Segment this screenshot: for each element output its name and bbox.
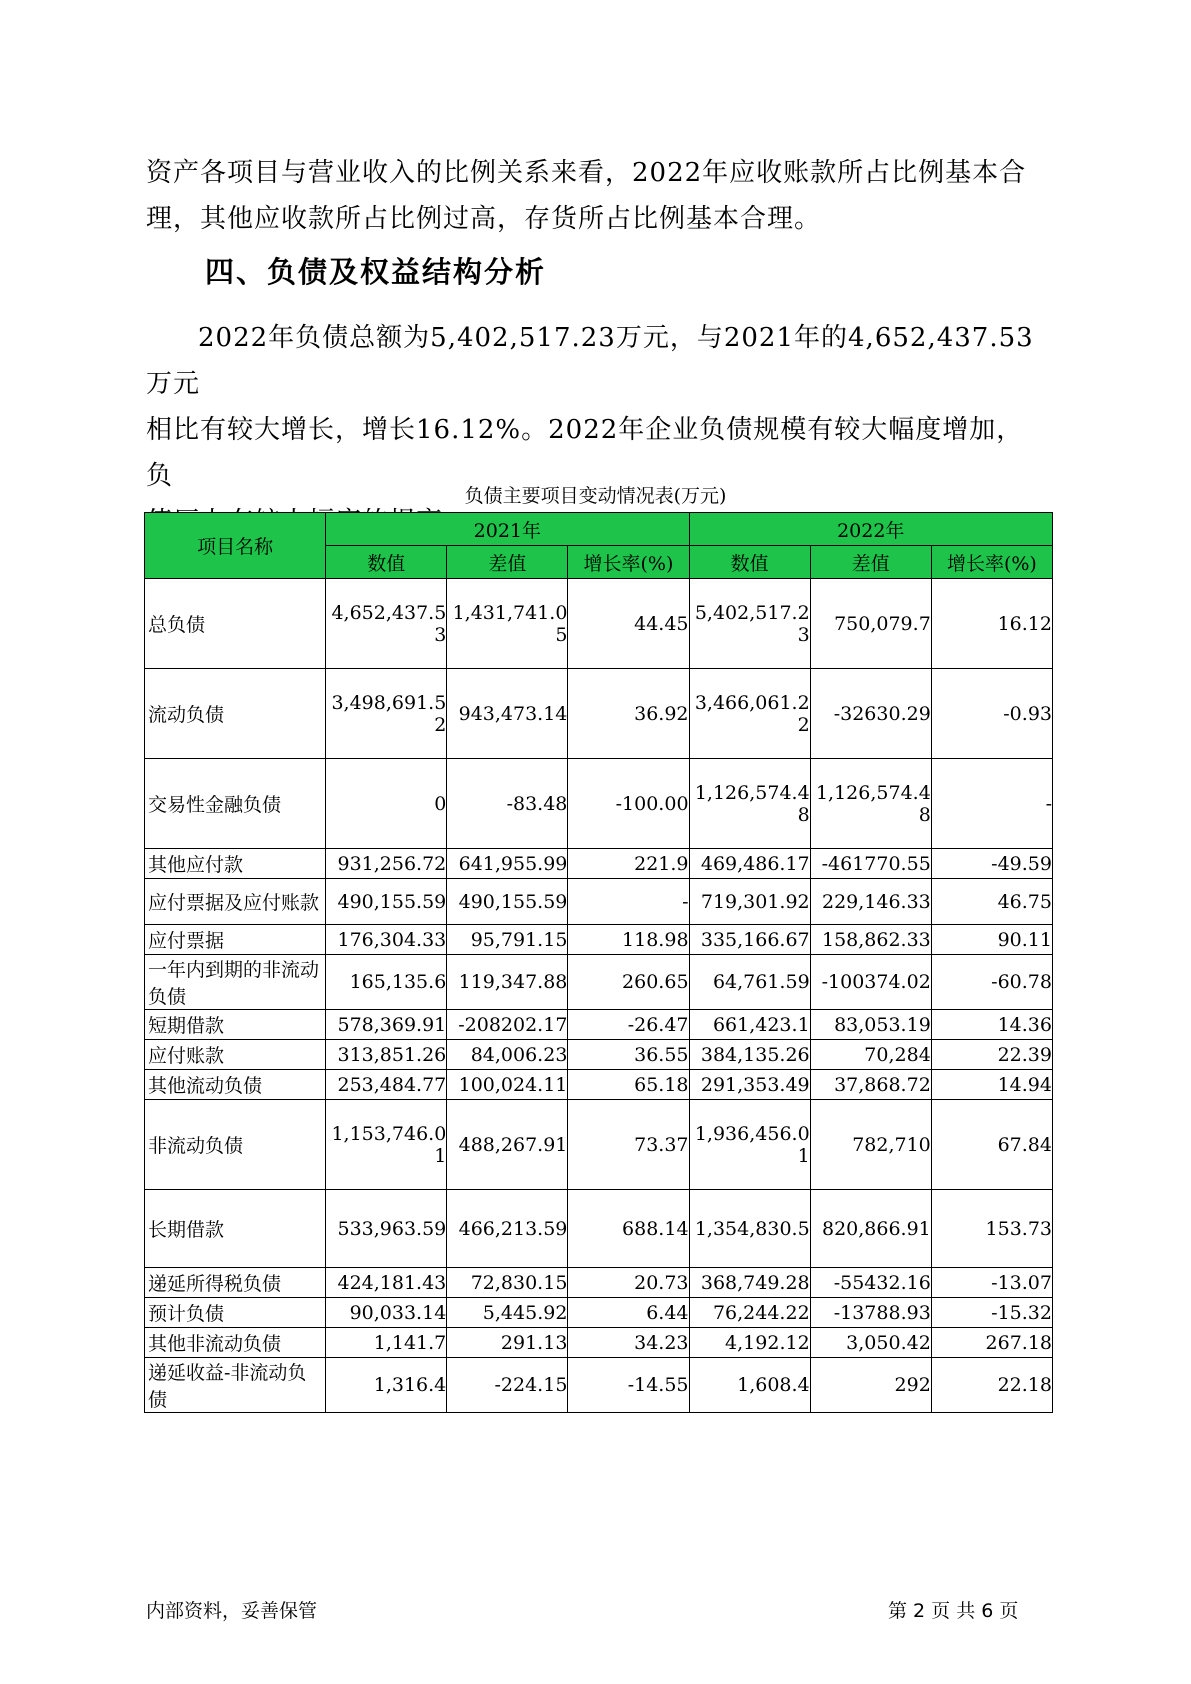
table-cell: 165,135.6 xyxy=(326,955,447,1010)
table-cell: 118.98 xyxy=(568,925,689,955)
row-item-name: 交易性金融负债 xyxy=(145,759,326,849)
table-cell: 22.39 xyxy=(931,1040,1052,1070)
analysis-line-1: 2022年负债总额为5,402,517.23万元，与2021年的4,652,437.53万元 xyxy=(146,323,1034,399)
row-item-name: 其他非流动负债 xyxy=(145,1328,326,1358)
table-cell: 14.36 xyxy=(931,1010,1052,1040)
table-cell: 153.73 xyxy=(931,1190,1052,1268)
table-cell: -32630.29 xyxy=(810,669,931,759)
table-cell: 661,423.1 xyxy=(689,1010,810,1040)
table-cell: 64,761.59 xyxy=(689,955,810,1010)
table-cell: 4,652,437.53 xyxy=(326,579,447,669)
table-cell: 820,866.91 xyxy=(810,1190,931,1268)
table-row xyxy=(145,1190,1053,1268)
row-item-name: 长期借款 xyxy=(145,1190,326,1268)
table-cell: 469,486.17 xyxy=(689,849,810,879)
table-row xyxy=(145,1358,1053,1413)
table-cell: 313,851.26 xyxy=(326,1040,447,1070)
subheader-value-2022: 数值 xyxy=(689,546,810,579)
table-cell: 424,181.43 xyxy=(326,1268,447,1298)
header-item-name: 项目名称 xyxy=(145,513,326,579)
table-row xyxy=(145,1328,1053,1358)
table-cell: 1,936,456.01 xyxy=(689,1100,810,1190)
footer-page-number: 第 2 页 共 6 页 xyxy=(888,1600,1019,1622)
table-cell: 100,024.11 xyxy=(447,1070,568,1100)
table-cell: 34.23 xyxy=(568,1328,689,1358)
table-cell: 1,126,574.48 xyxy=(810,759,931,849)
table-cell: 44.45 xyxy=(568,579,689,669)
table-cell: 782,710 xyxy=(810,1100,931,1190)
row-item-name: 非流动负债 xyxy=(145,1100,326,1190)
table-row xyxy=(145,579,1053,669)
table-cell: 490,155.59 xyxy=(326,879,447,925)
table-cell: 221.9 xyxy=(568,849,689,879)
table-cell: 3,498,691.52 xyxy=(326,669,447,759)
subheader-rate-2021: 增长率(%) xyxy=(568,546,689,579)
row-item-name: 应付票据及应付账款 xyxy=(145,879,326,925)
table-row xyxy=(145,1010,1053,1040)
table-cell: 176,304.33 xyxy=(326,925,447,955)
table-cell: -13.07 xyxy=(931,1268,1052,1298)
header-year-2022: 2022年 xyxy=(689,513,1052,546)
row-item-name: 递延收益-非流动负债 xyxy=(145,1358,326,1413)
table-cell: 335,166.67 xyxy=(689,925,810,955)
table-cell: 384,135.26 xyxy=(689,1040,810,1070)
row-item-name: 递延所得税负债 xyxy=(145,1268,326,1298)
table-cell: 158,862.33 xyxy=(810,925,931,955)
table-cell: 46.75 xyxy=(931,879,1052,925)
table-cell: 83,053.19 xyxy=(810,1010,931,1040)
table-cell: 4,192.12 xyxy=(689,1328,810,1358)
row-item-name: 其他流动负债 xyxy=(145,1070,326,1100)
table-cell: 90.11 xyxy=(931,925,1052,955)
table-cell: 20.73 xyxy=(568,1268,689,1298)
table-cell: 72,830.15 xyxy=(447,1268,568,1298)
table-cell: 1,354,830.5 xyxy=(689,1190,810,1268)
table-cell: 291,353.49 xyxy=(689,1070,810,1100)
table-cell: -55432.16 xyxy=(810,1268,931,1298)
table-cell: 368,749.28 xyxy=(689,1268,810,1298)
table-cell: 229,146.33 xyxy=(810,879,931,925)
row-item-name: 应付账款 xyxy=(145,1040,326,1070)
table-cell: 253,484.77 xyxy=(326,1070,447,1100)
table-cell: 0 xyxy=(326,759,447,849)
subheader-diff-2022: 差值 xyxy=(810,546,931,579)
table-cell: 943,473.14 xyxy=(447,669,568,759)
row-item-name: 总负债 xyxy=(145,579,326,669)
table-cell: 490,155.59 xyxy=(447,879,568,925)
table-cell: 36.55 xyxy=(568,1040,689,1070)
table-cell: 533,963.59 xyxy=(326,1190,447,1268)
table-cell: 578,369.91 xyxy=(326,1010,447,1040)
row-item-name: 一年内到期的非流动负债 xyxy=(145,955,326,1010)
table-cell: -83.48 xyxy=(447,759,568,849)
table-row xyxy=(145,849,1053,879)
table-cell: 37,868.72 xyxy=(810,1070,931,1100)
table-cell: 14.94 xyxy=(931,1070,1052,1100)
table-cell: 719,301.92 xyxy=(689,879,810,925)
table-cell: 119,347.88 xyxy=(447,955,568,1010)
table-cell: 641,955.99 xyxy=(447,849,568,879)
table-body xyxy=(145,579,1053,1413)
table-row xyxy=(145,669,1053,759)
table-caption: 负债主要项目变动情况表(万元) xyxy=(464,485,727,507)
analysis-line-2: 相比有较大增长，增长16.12%。2022年企业负债规模有较大幅度增加，负 xyxy=(146,415,1024,491)
table-row xyxy=(145,1070,1053,1100)
table-cell: 95,791.15 xyxy=(447,925,568,955)
table-cell: -100374.02 xyxy=(810,955,931,1010)
table-row xyxy=(145,1298,1053,1328)
table-cell: -100.00 xyxy=(568,759,689,849)
table-cell: 84,006.23 xyxy=(447,1040,568,1070)
liabilities-table xyxy=(144,512,1053,1413)
table-cell: 3,466,061.22 xyxy=(689,669,810,759)
table-cell: 1,126,574.48 xyxy=(689,759,810,849)
table-row xyxy=(145,925,1053,955)
subheader-rate-2022: 增长率(%) xyxy=(931,546,1052,579)
table-row xyxy=(145,955,1053,1010)
intro-line-2: 理，其他应收款所占比例过高，存货所占比例基本合理。 xyxy=(146,204,822,234)
table-cell: 931,256.72 xyxy=(326,849,447,879)
table-cell: 1,153,746.01 xyxy=(326,1100,447,1190)
table-cell: 67.84 xyxy=(931,1100,1052,1190)
table-cell: -15.32 xyxy=(931,1298,1052,1328)
intro-line-1: 资产各项目与营业收入的比例关系来看，2022年应收账款所占比例基本合 xyxy=(146,158,1027,188)
table-cell: 90,033.14 xyxy=(326,1298,447,1328)
table-cell: 292 xyxy=(810,1358,931,1413)
row-item-name: 预计负债 xyxy=(145,1298,326,1328)
table-row xyxy=(145,1100,1053,1190)
table-cell: 1,316.4 xyxy=(326,1358,447,1413)
subheader-value-2021: 数值 xyxy=(326,546,447,579)
table-cell: 1,608.4 xyxy=(689,1358,810,1413)
row-item-name: 流动负债 xyxy=(145,669,326,759)
table-cell: - xyxy=(568,879,689,925)
subheader-diff-2021: 差值 xyxy=(447,546,568,579)
table-cell: 16.12 xyxy=(931,579,1052,669)
analysis-paragraph xyxy=(146,315,1046,545)
table-cell: 688.14 xyxy=(568,1190,689,1268)
row-item-name: 其他应付款 xyxy=(145,849,326,879)
table-cell: 267.18 xyxy=(931,1328,1052,1358)
intro-paragraph xyxy=(146,150,1046,242)
table-cell: 1,431,741.05 xyxy=(447,579,568,669)
table-cell: 488,267.91 xyxy=(447,1100,568,1190)
table-cell: 65.18 xyxy=(568,1070,689,1100)
table-cell: 36.92 xyxy=(568,669,689,759)
table-cell: -14.55 xyxy=(568,1358,689,1413)
table-cell: 750,079.7 xyxy=(810,579,931,669)
table-cell: -461770.55 xyxy=(810,849,931,879)
row-item-name: 短期借款 xyxy=(145,1010,326,1040)
table-cell: -224.15 xyxy=(447,1358,568,1413)
table-cell: 5,402,517.23 xyxy=(689,579,810,669)
table-cell: -49.59 xyxy=(931,849,1052,879)
table-cell: -208202.17 xyxy=(447,1010,568,1040)
table-row xyxy=(145,879,1053,925)
table-cell: 76,244.22 xyxy=(689,1298,810,1328)
table-cell: -26.47 xyxy=(568,1010,689,1040)
table-cell: 22.18 xyxy=(931,1358,1052,1413)
footer-confidential-note: 内部资料，妥善保管 xyxy=(146,1600,318,1622)
table-cell: 260.65 xyxy=(568,955,689,1010)
table-cell: 3,050.42 xyxy=(810,1328,931,1358)
table-cell: 466,213.59 xyxy=(447,1190,568,1268)
table-cell: 291.13 xyxy=(447,1328,568,1358)
table-cell: - xyxy=(931,759,1052,849)
table-cell: -60.78 xyxy=(931,955,1052,1010)
row-item-name: 应付票据 xyxy=(145,925,326,955)
table-cell: -0.93 xyxy=(931,669,1052,759)
section-heading: 四、负债及权益结构分析 xyxy=(205,255,547,289)
table-row xyxy=(145,1040,1053,1070)
table-cell: 73.37 xyxy=(568,1100,689,1190)
header-year-2021: 2021年 xyxy=(326,513,689,546)
table-row xyxy=(145,759,1053,849)
table-cell: 5,445.92 xyxy=(447,1298,568,1328)
table-cell: 6.44 xyxy=(568,1298,689,1328)
table-cell: 70,284 xyxy=(810,1040,931,1070)
table-row xyxy=(145,1268,1053,1298)
table-cell: 1,141.7 xyxy=(326,1328,447,1358)
table-cell: -13788.93 xyxy=(810,1298,931,1328)
